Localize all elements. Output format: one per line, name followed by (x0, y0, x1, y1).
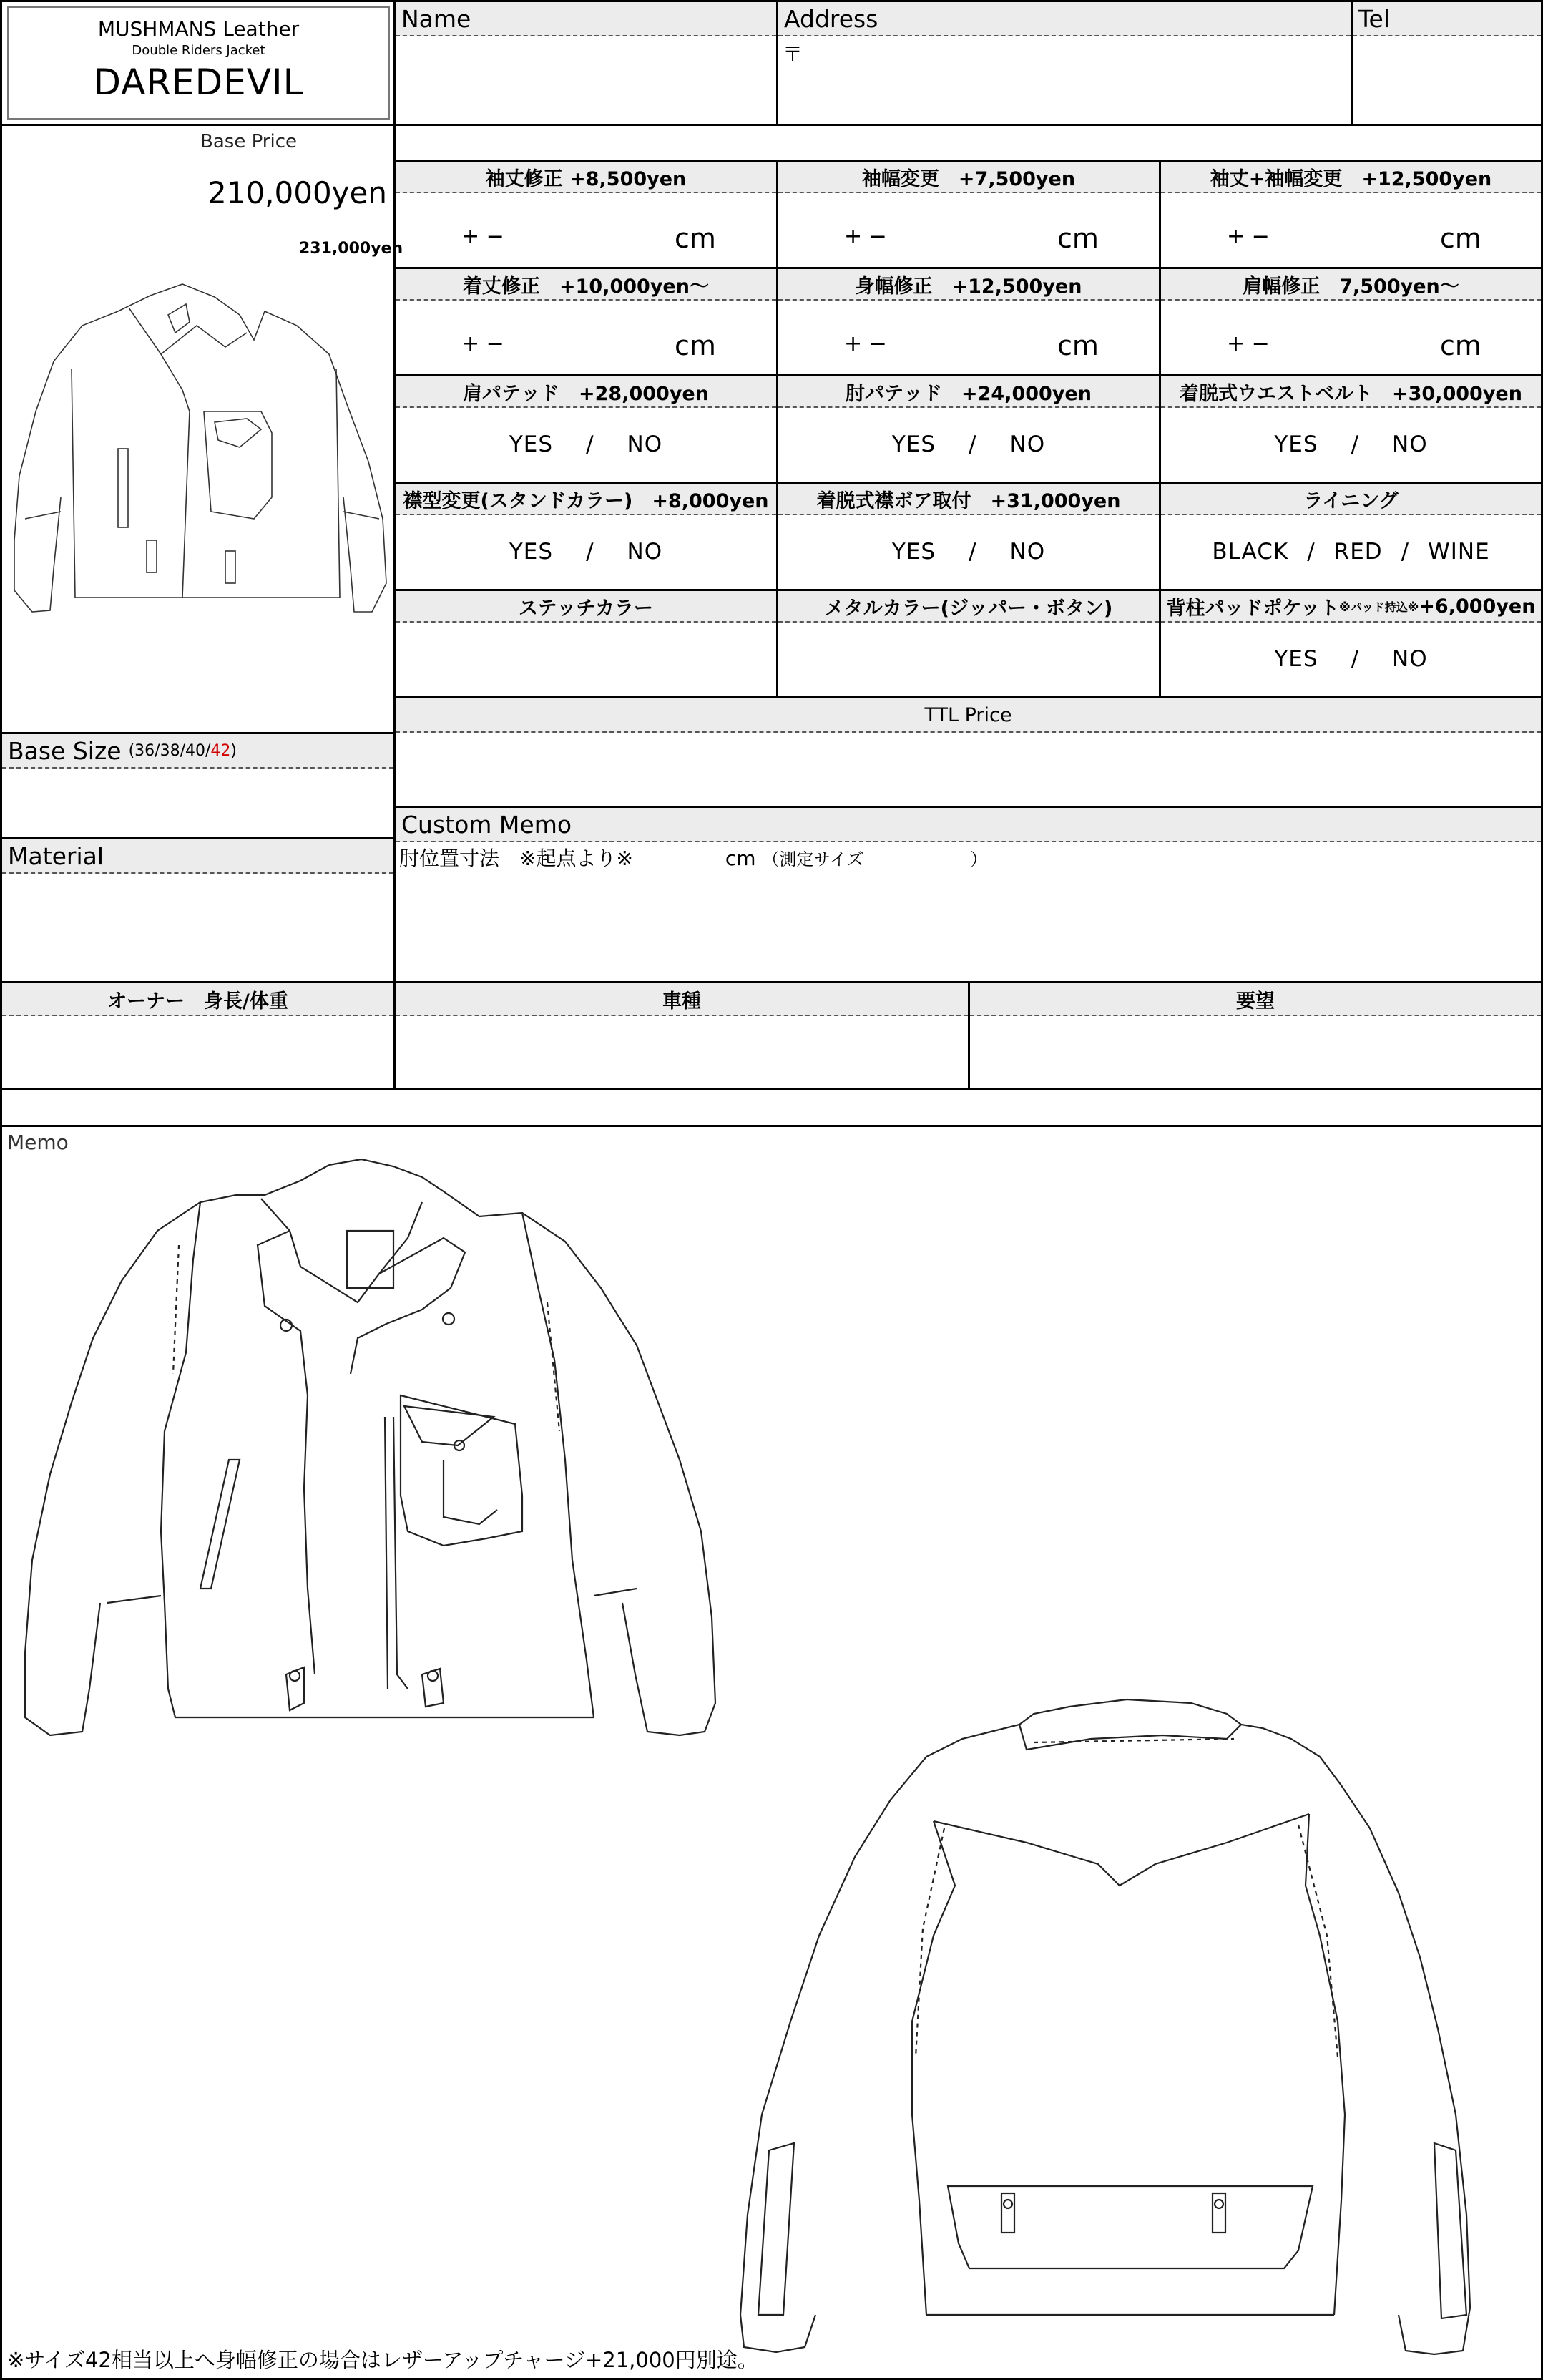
choice-option[interactable]: YES (891, 431, 936, 457)
choice-row (393, 539, 778, 565)
option-label: 襟型変更(スタンドカラー) +8,000yen (396, 484, 776, 515)
vehicle-label: 車種 (396, 983, 968, 1016)
tax-included-price: 231,000yen (299, 240, 403, 258)
plus-minus: + − (844, 331, 887, 356)
choice-separator: / (1401, 539, 1410, 565)
tel-label: Tel (1353, 2, 1541, 36)
spacer-row (0, 1088, 1543, 1127)
option-label: 着脱式ウエストベルト +30,000yen (1161, 376, 1541, 408)
base-size-options (129, 742, 237, 760)
back-jacket-drawing (697, 1699, 1520, 2365)
option-label (1161, 591, 1541, 623)
base-size-label: Base Size (8, 736, 122, 765)
choice-option[interactable]: YES (1274, 431, 1318, 457)
choice-option[interactable]: NO (627, 539, 663, 565)
choice-separator: / (586, 431, 594, 457)
measured-size-close: ） (970, 849, 988, 869)
choice-row (393, 431, 778, 457)
material-label: Material (2, 839, 393, 874)
owner-label: オーナー 身長/体重 (2, 983, 393, 1016)
plus-minus: + − (461, 331, 504, 356)
plus-minus: + − (1227, 224, 1270, 249)
cm-unit: cm (1057, 330, 1099, 361)
cm-unit: cm (1057, 223, 1099, 254)
custom-memo-label: Custom Memo (396, 808, 1541, 842)
brand-model-type: Double Riders Jacket (132, 43, 265, 58)
name-label: Name (396, 2, 776, 36)
front-jacket-thumbnail (11, 283, 390, 619)
choice-option[interactable]: YES (509, 431, 554, 457)
option-label: ステッチカラー (396, 591, 776, 623)
choice-separator: / (969, 431, 977, 457)
option-label: 袖丈修正 +8,500yen (396, 162, 776, 193)
plus-minus: + − (1227, 331, 1270, 356)
options-blank-strip (396, 126, 1541, 162)
choice-separator: / (969, 539, 977, 565)
option-label: 袖丈+袖幅変更 +12,500yen (1161, 162, 1541, 193)
measured-size-label: （測定サイズ (762, 849, 864, 869)
option-label: 肩パテッド +28,000yen (396, 376, 776, 408)
base-size-list: (36/38/40/ (128, 741, 211, 760)
choice-option[interactable]: NO (627, 431, 663, 457)
choice-option[interactable]: YES (509, 539, 554, 565)
request-label: 要望 (970, 983, 1541, 1016)
base-size-header (2, 734, 393, 769)
address-label: Address (778, 2, 1351, 36)
choice-row (776, 431, 1161, 457)
choice-option[interactable]: NO (1392, 431, 1428, 457)
cm-unit: cm (1440, 223, 1481, 254)
option-label: 袖幅変更 +7,500yen (778, 162, 1159, 193)
base-size-close: ) (230, 741, 237, 760)
elbow-position-line (399, 843, 987, 872)
choice-option[interactable]: NO (1392, 646, 1428, 672)
option-label-price: +6,000yen (1419, 595, 1536, 618)
choice-row (1159, 431, 1543, 457)
choice-option[interactable]: WINE (1428, 539, 1490, 565)
choice-separator: / (1351, 431, 1360, 457)
brand-maker: MUSHMANS Leather (97, 17, 300, 41)
option-label: 着脱式襟ボア取付 +31,000yen (778, 484, 1159, 515)
base-price: 210,000yen (207, 175, 387, 210)
total-price-label: TTL Price (396, 698, 1541, 733)
elbow-position-unit: cm (725, 847, 756, 870)
choice-option[interactable]: BLACK (1212, 539, 1289, 565)
option-label: 肘パテッド +24,000yen (778, 376, 1159, 408)
choice-separator: / (586, 539, 594, 565)
choice-separator: / (1351, 646, 1360, 672)
choice-row (1159, 646, 1543, 672)
plus-minus: + − (461, 224, 504, 249)
option-label-main: 背柱パッドポケット (1166, 597, 1340, 620)
base-price-label: Base Price (200, 131, 298, 152)
cm-unit: cm (1440, 330, 1481, 361)
plus-minus: + − (844, 224, 887, 249)
choice-row (776, 539, 1161, 565)
choice-option[interactable]: NO (1009, 431, 1046, 457)
option-label-note: ※パッド持込※ (1339, 600, 1419, 614)
cm-unit: cm (675, 223, 716, 254)
elbow-position-label: 肘位置寸法 ※起点より※ (399, 847, 633, 870)
choice-row (1159, 539, 1543, 565)
memo-label: Memo (7, 1131, 69, 1154)
option-label: 着丈修正 +10,000yen〜 (396, 269, 776, 301)
cm-unit: cm (675, 330, 716, 361)
choice-separator: / (1307, 539, 1316, 565)
choice-option[interactable]: RED (1333, 539, 1383, 565)
option-label: ライニング (1161, 484, 1541, 515)
postal-mark: 〒 (783, 42, 803, 66)
option-label: 肩幅修正 7,500yen〜 (1161, 269, 1541, 301)
front-jacket-drawing (21, 1159, 722, 1760)
option-label: 身幅修正 +12,500yen (778, 269, 1159, 301)
footnote: ※サイズ42相当以上へ身幅修正の場合はレザーアップチャージ+21,000円別途。 (7, 2348, 758, 2372)
choice-option[interactable]: NO (1009, 539, 1046, 565)
choice-option[interactable]: YES (1274, 646, 1318, 672)
choice-option[interactable]: YES (891, 539, 936, 565)
option-label: メタルカラー(ジッパー・ボタン) (778, 591, 1159, 623)
base-size-highlight: 42 (210, 741, 231, 760)
brand-model-name: DAREDEVIL (93, 62, 304, 103)
